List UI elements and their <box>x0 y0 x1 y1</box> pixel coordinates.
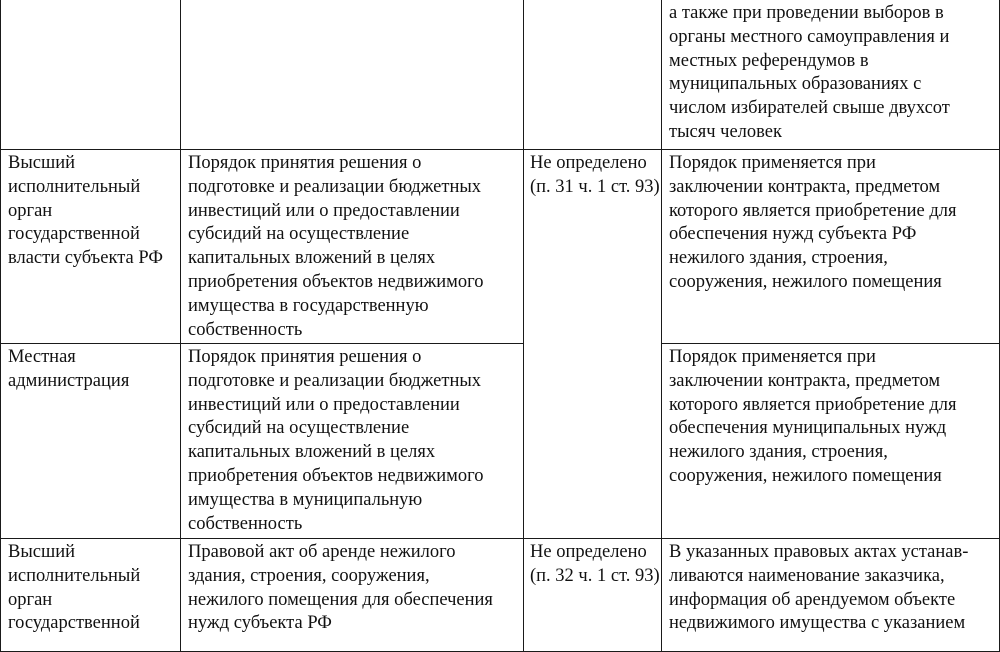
table-row <box>1 539 1000 652</box>
cell-authority <box>1 0 181 150</box>
cell-text-line: инвестиций или о предоставлении <box>188 200 460 221</box>
cell-notes <box>662 0 1000 150</box>
cell-act <box>181 0 524 150</box>
cell-text-line: Местная <box>8 347 76 367</box>
cell-text-line: нежилого здания, строения, <box>669 442 888 463</box>
cell-text-line: ливаются наименование заказчика, <box>669 565 945 586</box>
cell-text-line: Порядок применяется при <box>669 153 876 173</box>
cell-text-line: сооружения, нежилого помещения <box>669 271 942 292</box>
cell-text-line: которого является приобретение для <box>669 394 957 415</box>
cell-text-line: числом избирателей свыше двухсот <box>669 98 950 119</box>
cell-act <box>181 344 524 539</box>
cell-text-line: тысяч человек <box>669 121 782 142</box>
cell-notes <box>662 150 1000 344</box>
cell-notes <box>662 539 1000 652</box>
cell-notes <box>662 344 1000 539</box>
cell-authority <box>1 539 181 652</box>
cell-text-line: Не определено <box>530 153 647 173</box>
cell-text-line: муниципальных образованиях с <box>669 74 922 95</box>
cell-authority <box>1 344 181 539</box>
cell-text-line: исполнительный <box>8 176 141 197</box>
cell-text-line: а также при проведении выборов в <box>669 3 944 23</box>
cell-text-line: недвижимого имущества с указанием <box>669 613 966 634</box>
cell-text-line: орган <box>8 200 53 221</box>
cell-text-line: Порядок применяется при <box>669 347 876 367</box>
cell-deadline <box>524 0 662 150</box>
cell-text-line: подготовке и реализации бюджетных <box>188 370 482 391</box>
cell-text-line: субсидий на осуществление <box>188 224 410 245</box>
cell-text-line: государственной <box>8 224 140 245</box>
cell-text-line: приобретения объектов недвижимого <box>188 465 484 486</box>
cell-text-line: нежилого помещения для обеспечения <box>188 589 493 610</box>
cell-text-line: власти субъекта РФ <box>8 248 163 269</box>
cell-text-line: обеспечения муниципальных нужд <box>669 418 947 439</box>
cell-text-line: заключении контракта, предметом <box>669 176 941 197</box>
cell-text-line: информация об арендуемом объекте <box>669 589 956 610</box>
cell-text-line: органы местного самоуправления и <box>669 26 950 47</box>
cell-text-line: Порядок принятия решения о <box>188 153 422 173</box>
cell-text-line: капитальных вложений в целях <box>188 442 436 463</box>
cell-text-line: собственность <box>188 319 303 340</box>
cell-text-line: исполнительный <box>8 565 141 586</box>
cell-text-line: В указанных правовых актах устанав- <box>669 542 969 562</box>
cell-text-line: государственной <box>8 613 140 634</box>
table-row <box>1 0 1000 150</box>
cell-text-line: Не определено <box>530 542 647 562</box>
cell-text-line: капитальных вложений в целях <box>188 248 436 269</box>
cell-text-line: которого является приобретение для <box>669 200 957 221</box>
cell-deadline <box>524 150 662 539</box>
cell-text-line: Высший <box>8 153 76 173</box>
cell-text-line: субсидий на осуществление <box>188 418 410 439</box>
cell-text-line: (п. 31 ч. 1 ст. 93) <box>530 176 660 197</box>
table-row <box>1 344 1000 539</box>
cell-text-line: администрация <box>8 370 130 391</box>
cell-text-line: подготовке и реализации бюджетных <box>188 176 482 197</box>
cell-text-line: собственность <box>188 513 303 534</box>
cell-authority <box>1 150 181 344</box>
cell-text-line: обеспечения нужд субъекта РФ <box>669 224 917 245</box>
cell-text-line: инвестиций или о предоставлении <box>188 394 460 415</box>
cell-text-line: имущества в муниципальную <box>188 489 423 510</box>
cell-text-line: орган <box>8 589 53 610</box>
cell-text-line: (п. 32 ч. 1 ст. 93) <box>530 565 660 586</box>
cell-text-line: здания, строения, сооружения, <box>188 565 430 586</box>
cell-text-line: имущества в государственную <box>188 295 429 316</box>
cell-text-line: приобретения объектов недвижимого <box>188 271 484 292</box>
cell-text-line: Правовой акт об аренде нежилого <box>188 542 456 562</box>
cell-deadline <box>524 539 662 652</box>
cell-text-line: заключении контракта, предметом <box>669 370 941 391</box>
cell-act <box>181 150 524 344</box>
cell-act <box>181 539 524 652</box>
cell-text-line: сооружения, нежилого помещения <box>669 465 942 486</box>
table-row <box>1 150 1000 344</box>
cell-text-line: нужд субъекта РФ <box>188 613 332 634</box>
cell-text-line: Высший <box>8 542 76 562</box>
cell-text-line: местных референдумов в <box>669 50 869 71</box>
cell-text-line: нежилого здания, строения, <box>669 248 888 269</box>
cell-text-line: Порядок принятия решения о <box>188 347 422 367</box>
